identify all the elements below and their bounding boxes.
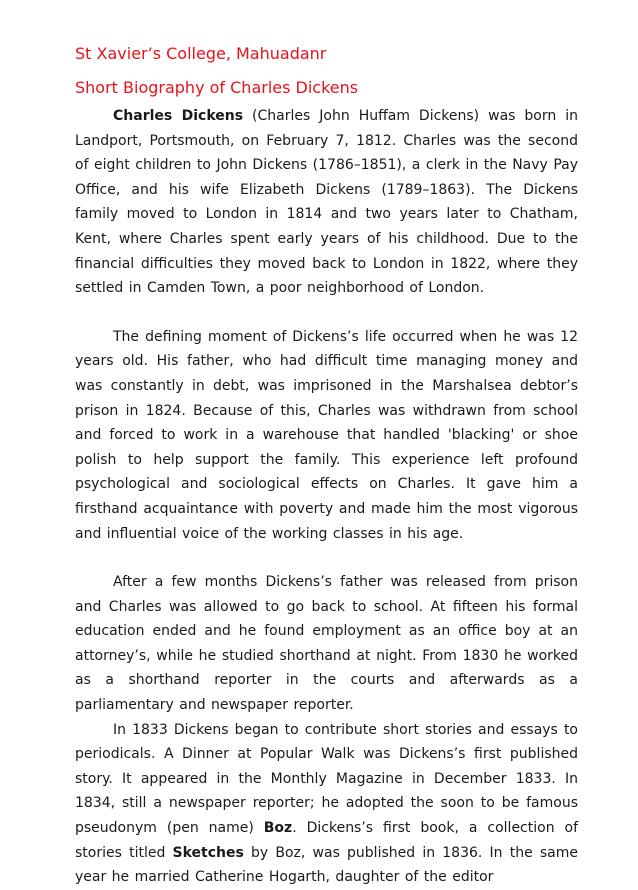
- paragraph-career: [75, 718, 578, 890]
- paragraph-text: In 1833 Dickens began to contribute short stories and essays to periodicals. A Dinner at Popular Walk was Dickens’s first published story. It appeared in the Monthly Magazine in December 1833. In 1834, still a newspaper reporter; he adopted the soon to be famous pseudonym (pen name): [75, 721, 578, 837]
- paragraph-text: After a few months Dickens’s father was released from prison and Charles was allowed to go back to school. At fifteen his formal education ended and he found employment as an office boy at an attorney’s, while he studied shorthand at night. From 1830 he worked as a shorthand reporter in the courts and afterwards as a parliamentary and newspaper reporter.: [75, 574, 578, 714]
- boz-bold: Boz: [263, 820, 293, 837]
- paragraph-education: [75, 570, 578, 718]
- sketches-bold: Sketches: [172, 844, 244, 861]
- paragraph-text: (Charles John Huffam Dickens) was born in Landport, Portsmouth, on February 7, 1812. Charles was the second of eight children to John Dickens (1786–1851), a clerk in the Navy Pay Office, and his wife Elizabeth Dickens (1789–1863). The Dickens family moved to London in 1814 and two years later to Chatham, Kent, where Charles spent early years of his childhood. Due to the financial difficulties they moved back to London in 1822, where they settled in Camden Town, a poor neighborhood of London.: [75, 108, 578, 297]
- paragraph-text: The defining moment of Dickens’s life occurred when he was 12 years old. His father, who had difficult time managing money and was constantly in debt, was imprisoned in the Marshalsea debtor’s prison in 1824. Because of this, Charles was withdrawn from school and forced to work in a warehouse that handled 'blacking' or shoe polish to help support the family. This experience left profound psychological and sociological effects on Charles. It gave him a firsthand acquaintance with poverty and made him the most vigorous and influential voice of the working classes in his age.: [75, 328, 578, 542]
- college-heading: St Xavier’s College, Mahuadanr: [75, 44, 327, 63]
- paragraph-early-life: [75, 104, 578, 301]
- paragraph-defining-moment: [75, 325, 578, 546]
- paragraph-text: by Boz, was published in 1836. In the same year he married Catherine Hogarth, daughter of the editor: [75, 844, 578, 886]
- paragraph-text: . Dickens’s first book, a collection of stories titled: [75, 820, 579, 861]
- name-bold: Charles Dickens: [113, 108, 244, 124]
- page-title: Short Biography of Charles Dickens: [75, 78, 359, 97]
